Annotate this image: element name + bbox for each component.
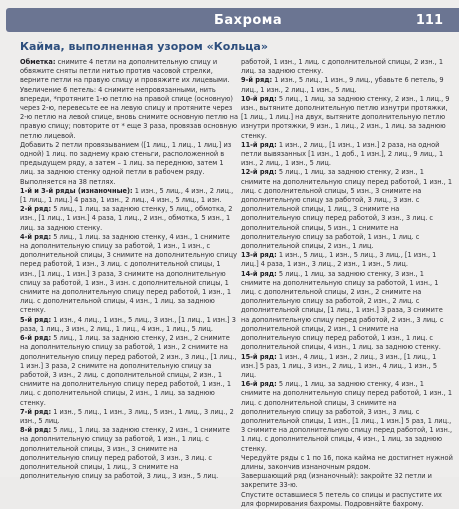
row-label: 6-й ряд: [20,334,52,343]
row-label: 1-й и 3-й ряды (изнаночные): [20,186,133,195]
instruction-paragraph [20,86,238,141]
instruction-text: 5 лиц., 1 лиц. за заднюю стенку, 2 изн., 1 снимите на дополнительную спицу перед работой, 1 изн., 1 лиц. с дополнительной спицы, 5 изн., 3 снимите на дополнительную спицу за работой, 3 лиц., 3 изн. с дополнительной спицы, 1 лиц., 3 снимите на дополнительную спицу перед работой, 3 изн., 3 лиц. с дополнительной спицы, 5 изн., 1 снимите на дополнительную спицу за работой, 1 изн., 1 лиц. с дополнительной спицы, 2 изн., 1 лиц. [241,168,453,251]
instruction-text: Чередуйте ряды с 1 по 16, пока кайма не достигнет нужной длины, закончив изнаночным рядом. [241,453,453,471]
instruction-paragraph [20,408,238,426]
row-label: Обметка: [20,58,56,66]
instruction-paragraph [241,141,453,169]
instruction-paragraph [20,426,238,481]
right-text-column [241,58,453,509]
instruction-paragraph [20,58,238,86]
page-number: 111 [415,13,443,28]
row-label: 10-й ряд: [241,94,277,103]
instruction-paragraph [241,353,453,381]
instruction-text: 5 лиц., 1 лиц. за заднюю стенку, 2 изн., 2 снимите на дополнительную спицу за работой, 1 изн., 2 снимите на дополнительную спицу перед работой, 2 изн., 3 лиц., [1 лиц., 1 изн.] 3 раза, 2 снимите на дополнительную спицу за работой, 3 изн., 2 лиц. с дополнительной спицы, 2 изн., 1 снимите на дополнительную спицу перед работой, 1 изн., 1 лиц. с дополнительной спицы, 2 изн., 1 лиц. за заднюю стенку. [20,334,237,407]
instruction-paragraph [20,233,238,316]
instruction-paragraph [241,95,453,141]
instruction-paragraph [20,187,238,205]
instruction-paragraph [241,76,453,94]
instruction-text: 5 лиц., 1 лиц. за заднюю стенку, 2 изн., 1 лиц., 9 изн., вытяните дополнительную петлю изнутри протяжки, [1 лиц., 1 лиц.] на двух, вытяните дополнительную петлю изнутри протяжки, 9 изн., 1 лиц., 2 изн., 1 лиц. за заднюю стенку. [241,94,450,140]
instruction-paragraph [241,454,453,472]
section-title: Кайма, выполненная узором «Кольца» [20,40,268,53]
instruction-text: Спустите оставшиеся 5 петель со спицы и распустите их для формирования бахромы. Подровняйте бахрому. [241,490,442,508]
instruction-text: 5 лиц., 1 лиц. за заднюю стенку, 5 лиц., обмотка, 2 изн., [1 лиц., 1 изн.] 4 раза, 1 лиц., 2 изн., обмотка, 5 изн., 1 лиц. за заднюю стенку. [20,205,233,232]
chapter-title: Бахрома [214,13,283,28]
instruction-paragraph [241,472,453,490]
instruction-paragraph [20,205,238,233]
instruction-text: Увеличение 6 петель: 4 снимите непровязанными, нить впереди, *протяните 1-ю петлю на правой спице (основную) через 2-ю, перевесьте ее на левую спицу и протяните через 2-ю петлю на левой спице, вновь снимите основную петлю на правую спицу; повторите от * еще 3 раза, провязав основную петлю лицевой. [20,85,239,140]
instruction-text: 5 лиц., 1 лиц. за заднюю стенку, 4 изн., 1 снимите на дополнительную спицу перед работой, 1 изн., 1 лиц. с дополнительной спицы, 3 снимите на дополнительную спицу за работой, 3 изн., 3 лиц. с дополнительной спицы, 1 изн., [1 лиц., 1 изн.] 5 раз, 1 лиц., 3 снимите на дополнительную спицу перед работой, 1 изн., 1 лиц. с дополнительной спицы, 4 изн., 1 лиц. за заднюю стенку. [241,380,453,453]
row-label: 8-й ряд: [20,426,52,435]
instruction-text: 5 лиц., 1 лиц. за заднюю стенку, 4 изн., 1 снимите на дополнительную спицу за работой, 1 изн., 1 изн., с дополнительной спицы, 3 снимите на дополнительную спицу перед работой, 1 изн., 3 лиц. с дополнительной спицы, 1 изн., [1 лиц., 1 изн.] 3 раза, 3 снимите на дополнительную спицу за работой, 1 изн., 3 изн. с дополнительной спицы, 1 снимите на дополнительную спицу перед работой, 1 изн., 1 лиц. с дополнительной спицы, 4 изн., 1 лиц. за заднюю стенку. [20,232,238,315]
left-text-column [20,58,238,481]
row-label: 16-й ряд: [241,380,277,389]
instruction-text: работой, 1 изн., 1 лиц. с дополнительной спицы, 2 изн., 1 лиц. за заднюю стенку. [241,58,444,76]
instruction-text: Добавить 2 петли провязыванием ([1 лиц., 1 лиц., 1 лиц.] из одной) 1 лиц. по заднему краю стеньги, расположенной в предыдущем ряду, а затем – 1 лиц. за переднюю, затем 1 лиц. за заднюю стенку одной петли в рабочем ряду. [20,140,232,177]
row-label: 5-й ряд: [20,315,52,324]
instruction-paragraph [20,316,238,334]
instruction-paragraph [241,168,453,251]
instruction-text: 5 лиц., 1 лиц. за заднюю стенку, 3 изн., 1 снимите на дополнительную спицу за работой, 1 изн., 1 лиц. с дополнительной спицы, 2 изн., 2 снимите на дополнительную спицу за работой, 2 изн., 2 лиц. с дополнительной спицы, [1 лиц., 1 изн.] 3 раза, 3 снимите на дополнительную спицу перед работой, 2 изн., 3 лиц. с дополнительной спицы, 2 изн., 1 снимите на дополнительную спицу перед работой, 1 изн., 1 лиц. с дополнительной спицы, 4 изн., 1 лиц. за заднюю стенку. [241,269,444,352]
instruction-paragraph [241,58,453,76]
instruction-text: 1 изн., 5 лиц., 4 изн., 2 лиц., [1 лиц., 1 лиц.] 4 раза, 1 изн., 2 лиц., 4 изн., 5 лиц., 1 изн. [20,186,234,205]
instruction-paragraph [241,251,453,269]
instruction-text: снимите 4 петли на дополнительную спицу и обвяжите сняты петли нитью против часовой стрелки, верните петли на правую спицу и провяжите их лицевыми. [20,58,230,85]
instruction-text: 1 изн., 5 лиц., 1 изн., 3 лиц., 5 изн., 1 лиц., 3 лиц., 2 изн., 5 лиц. [20,407,234,425]
row-label: 13-й ряд: [241,251,277,260]
instruction-text: 1 изн., 5 лиц., 1 изн., 5 лиц., 3 лиц., [1 изн., 1 лиц.] 4 раза, 1 изн., 3 лиц., 2 изн., 1 изн., 5 лиц. [241,251,437,269]
chapter-header-bar [6,8,459,32]
instruction-paragraph [20,178,238,187]
row-label: 2-й ряд: [20,205,52,214]
instruction-paragraph [241,380,453,454]
instruction-text: Завершающий ряд (изнаночный): закройте 32 петли и закрепите 33-ю. [241,472,432,490]
instruction-text: 5 лиц., 1 лиц. за заднюю стенку, 2 изн., 1 снимите на дополнительную спицу за работой, 1 изн., 1 лиц. с дополнительной спицы, 3 изн., 3 снимите на дополнительную спицу перед работой, 3 изн., 3 лиц. с дополнительной спицы, 1 лиц., 3 снимите на дополнительную спицу за работой, 3 лиц., 3 изн., 5 лиц. [20,426,230,481]
row-label: 11-й ряд: [241,140,277,149]
instruction-paragraph [20,141,238,178]
row-label: 15-й ряд: [241,352,277,361]
row-label: 4-й ряд: [20,232,52,241]
instruction-paragraph [20,334,238,408]
instruction-text: 1 изн., 5 лиц., 1 изн., 9 лиц., убавьте 6 петель, 9 лиц., 1 изн., 2 лиц., 1 изн., 5 лиц. [241,76,444,94]
instruction-text: 1 изн., 4 лиц., 1 изн., 2 лиц., 3 изн., [1 лиц., 1 изн.] 5 раз, 1 лиц., 3 изн., 2 лиц., 1 изн., 4 лиц., 1 изн., 5 лиц. [241,352,438,379]
instruction-paragraph [241,491,453,509]
instruction-text: 1 изн., 4 лиц., 1 изн., 5 лиц., 3 изн., [1 лиц., 1 изн.] 3 раза, 1 лиц., 3 изн., 2 лиц., 1 лиц., 4 изн., 1 лиц., 5 лиц. [20,315,236,333]
instruction-paragraph [241,270,453,353]
instruction-text: Выполняется на 38 петлях. [20,177,116,186]
row-label: 7-й ряд: [20,407,52,416]
row-label: 9-й ряд: [241,76,273,85]
instruction-text: 1 изн., 2 лиц., [1 изн., 1 изн.] 2 раза, на одной петли вывязанных [1 изн., 1 доб., 1 изн.], 2 лиц., 9 лиц., 1 изн., 2 лиц., 1 изн., 5 лиц. [241,140,444,168]
row-label: 14-й ряд: [241,269,277,278]
row-label: 12-й ряд: [241,168,277,177]
